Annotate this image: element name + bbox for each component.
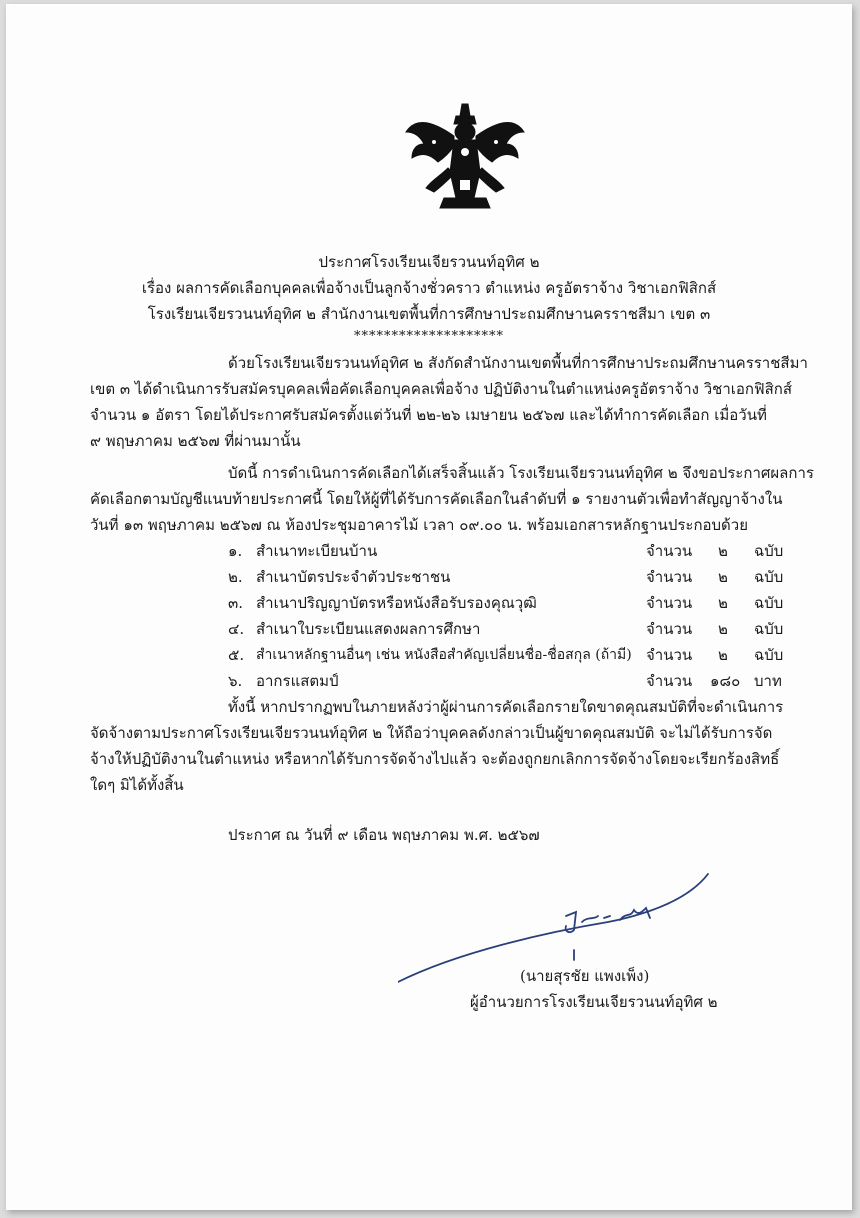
list-item-qty-label: จำนวน <box>646 594 693 612</box>
list-item-unit: ฉบับ <box>754 594 784 612</box>
announcement-title: ประกาศโรงเรียนเจียรวนนท์อุทิศ ๒ <box>318 253 540 271</box>
list-item-text: อากรแสตมป์ <box>256 672 339 690</box>
separator-stars: ******************** <box>354 329 504 344</box>
list-item-number: ๔. <box>228 620 245 638</box>
list-item-number: ๑. <box>228 542 243 560</box>
paragraph-line: จ้างให้ปฏิบัติงานในตำแหน่ง หรือหากได้รับการจัดจ้างไปแล้ว จะต้องถูกยกเลิกการจัดจ้างโดยจะเรียกร้องสิทธิ์ <box>90 750 780 768</box>
document-page <box>6 4 852 1210</box>
paragraph-line: เขต ๓ ได้ดำเนินการรับสมัครบุคคลเพื่อคัดเลือกบุคคลเพื่อจ้าง ปฏิบัติงานในตำแหน่งครูอัตราจ้าง วิชาเอกฟิสิกส์ <box>90 380 792 398</box>
paragraph-line: ๙ พฤษภาคม ๒๕๖๗ ที่ผ่านมานั้น <box>90 432 301 450</box>
list-item-unit: บาท <box>754 672 782 690</box>
list-item-text: สำเนาใบระเบียนแสดงผลการศึกษา <box>256 620 481 638</box>
list-item-qty: ๒ <box>718 646 728 664</box>
announcement-date: ประกาศ ณ วันที่ ๙ เดือน พฤษภาคม พ.ศ. ๒๕๖๗ <box>228 826 540 844</box>
list-item-qty: ๑๘๐ <box>710 672 741 690</box>
list-item-qty-label: จำนวน <box>646 568 693 586</box>
paragraph-line: ใดๆ มิได้ทั้งสิ้น <box>90 776 184 794</box>
list-item-unit: ฉบับ <box>754 568 784 586</box>
signer-position: ผู้อำนวยการโรงเรียนเจียรวนนท์อุทิศ ๒ <box>470 993 718 1011</box>
paragraph-line: จำนวน ๑ อัตรา โดยได้ประกาศรับสมัครตั้งแต่วันที่ ๒๒-๒๖ เมษายน ๒๕๖๗ และได้ทำการคัดเลือก เมื่อวันที่ <box>90 406 767 424</box>
announcement-organization: โรงเรียนเจียรวนนท์อุทิศ ๒ สำนักงานเขตพื้นที่การศึกษาประถมศึกษานครราชสีมา เขต ๓ <box>147 305 711 323</box>
paragraph-line: ทั้งนี้ หากปรากฏพบในภายหลังว่าผู้ผ่านการคัดเลือกรายใดขาดคุณสมบัติที่จะดำเนินการ <box>228 698 784 716</box>
list-item-number: ๖. <box>228 672 243 690</box>
paragraph-line: ด้วยโรงเรียนเจียรวนนท์อุทิศ ๒ สังกัดสำนักงานเขตพื้นที่การศึกษาประถมศึกษานครราชสีมา <box>228 354 808 372</box>
list-item-text: สำเนาหลักฐานอื่นๆ เช่น หนังสือสำคัญเปลี่ยนชื่อ-ชื่อสกุล (ถ้ามี) <box>256 647 632 663</box>
list-item-qty-label: จำนวน <box>646 542 693 560</box>
list-item-qty-label: จำนวน <box>646 646 693 664</box>
list-item-unit: ฉบับ <box>754 542 784 560</box>
list-item-qty: ๒ <box>718 542 728 560</box>
garuda-emblem-icon <box>404 102 526 210</box>
list-item-qty-label: จำนวน <box>646 672 693 690</box>
paragraph-line: บัดนี้ การดำเนินการคัดเลือกได้เสร็จสิ้นแล้ว โรงเรียนเจียรวนนท์อุทิศ ๒ จึงขอประกาศผลการ <box>228 464 814 482</box>
list-item-number: ๒. <box>228 568 243 586</box>
list-item-text: สำเนาทะเบียนบ้าน <box>256 542 378 560</box>
list-item-text: สำเนาปริญญาบัตรหรือหนังสือรับรองคุณวุฒิ <box>256 594 537 612</box>
paragraph-line: คัดเลือกตามบัญชีแนบท้ายประกาศนี้ โดยให้ผู้ที่ได้รับการคัดเลือกในลำดับที่ ๑ รายงานตัวเพื่อทำสัญญาจ้างใน <box>90 490 783 508</box>
list-item-number: ๓. <box>228 594 244 612</box>
list-item-unit: ฉบับ <box>754 620 784 638</box>
list-item-qty-label: จำนวน <box>646 620 693 638</box>
list-item-qty: ๒ <box>718 568 728 586</box>
paragraph-line: วันที่ ๑๓ พฤษภาคม ๒๕๖๗ ณ ห้องประชุมอาคารไม้ เวลา ๐๙.๐๐ น. พร้อมเอกสารหลักฐานประกอบด้วย <box>90 516 749 534</box>
list-item-qty: ๒ <box>718 620 728 638</box>
signer-name: (นายสุรชัย แพงเพ็ง) <box>520 967 650 985</box>
list-item-number: ๕. <box>228 646 245 664</box>
paragraph-line: จัดจ้างตามประกาศโรงเรียนเจียรวนนท์อุทิศ ๒ ให้ถือว่าบุคคลดังกล่าวเป็นผู้ขาดคุณสมบัติ จะไม่ได้รับการจัด <box>90 724 773 742</box>
list-item-qty: ๒ <box>718 594 728 612</box>
announcement-subject: เรื่อง ผลการคัดเลือกบุคคลเพื่อจ้างเป็นลูกจ้างชั่วคราว ตำแหน่ง ครูอัตราจ้าง วิชาเอกฟิสิกส์ <box>141 279 717 297</box>
list-item-unit: ฉบับ <box>754 646 784 664</box>
list-item-text: สำเนาบัตรประจำตัวประชาชน <box>256 568 451 586</box>
